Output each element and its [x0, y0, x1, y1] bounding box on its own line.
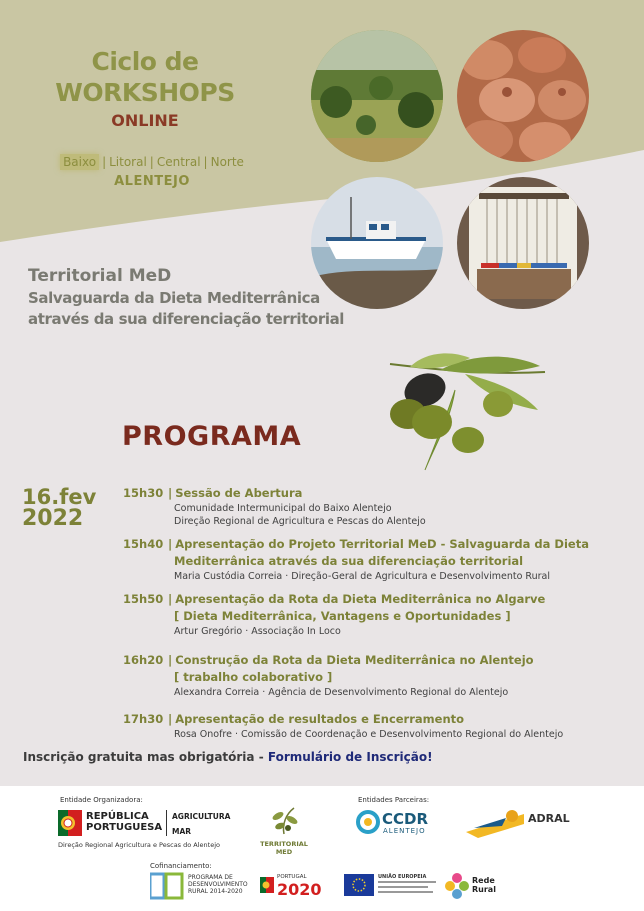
agenda-separator: |	[168, 592, 173, 606]
region-separator: |	[149, 155, 154, 169]
agenda-item	[123, 536, 633, 583]
program-agenda	[123, 485, 633, 749]
agenda-item	[123, 591, 633, 638]
ccdr-label: CCDR	[382, 810, 429, 828]
agenda-detail: Rosa Onofre · Comissão de Coordenação e Desenvolvimento Regional do Alentejo	[174, 729, 564, 740]
region-litoral: Litoral	[109, 155, 147, 169]
agenda-separator: |	[168, 712, 173, 726]
portugal-emblem-icon	[58, 810, 82, 836]
pdr-emblem-icon	[150, 872, 184, 900]
rede-rural-logo	[444, 872, 500, 904]
agenda-time: 15h30	[123, 486, 164, 500]
p2020-label: 2020	[277, 880, 322, 899]
agenda-time: 15h40	[123, 537, 164, 551]
portugal-emblem-icon	[260, 877, 274, 893]
event-year: 2022	[22, 506, 84, 531]
portugal2020-logo	[260, 874, 332, 904]
territorial-med-label: TERRITORIAL MED	[260, 840, 308, 856]
ccdr-alentejo-logo	[356, 810, 436, 840]
agenda-time: 17h30	[123, 712, 164, 726]
agenda-time: 15h50	[123, 592, 164, 606]
loom-photo	[457, 177, 589, 309]
landscape-photo	[311, 30, 443, 162]
project-title: Territorial MeD	[28, 266, 172, 286]
eu-logo	[344, 874, 444, 900]
pottery-photo	[457, 30, 589, 162]
agenda-title-continued: [ trabalho colaborativo ]	[174, 670, 333, 684]
agenda-title-continued: Mediterrânica através da sua diferenciação territorial	[174, 554, 524, 568]
ccdr-sub-label: ALENTEJO	[383, 827, 426, 835]
agenda-separator: |	[168, 486, 173, 500]
region-central: Central	[156, 155, 201, 169]
agenda-title: Apresentação de resultados e Encerramento	[175, 712, 465, 726]
agenda-item	[123, 485, 633, 528]
olive-branch-illustration	[380, 350, 550, 475]
rede-rural-emblem-icon	[444, 872, 470, 900]
eu-label: UNIÃO EUROPEIA	[378, 874, 427, 880]
rede-label: Rede	[472, 876, 495, 885]
agenda-detail: Comunidade Intermunicipal do Baixo Alentejo	[174, 503, 392, 514]
draps-label: Direção Regional Agricultura e Pescas do Alentejo	[58, 841, 221, 849]
partners-label: Entidades Parceiras:	[358, 796, 430, 804]
region-separator: |	[102, 155, 107, 169]
olive-branch-icon	[264, 804, 304, 836]
agenda-title: Construção da Rota da Dieta Mediterrânica no Alentejo	[175, 653, 534, 667]
eu-flag-icon	[344, 874, 374, 896]
registration-form-link[interactable]: Formulário de Inscrição!	[267, 750, 433, 764]
region-baixo: Baixo	[60, 154, 99, 170]
project-subtitle-2: através da sua diferenciação territorial	[28, 310, 345, 328]
agenda-title: Apresentação da Rota da Dieta Mediterrânica no Algarve	[175, 592, 546, 606]
program-heading: PROGRAMA	[122, 421, 302, 452]
republica-line-2: PORTUGUESA	[86, 822, 163, 833]
agenda-separator: |	[168, 537, 173, 551]
organizer-label: Entidade Organizadora:	[60, 796, 143, 804]
title-line-1: Ciclo de	[91, 47, 199, 76]
rural-label: Rural	[472, 885, 496, 894]
agenda-detail: Direção Regional de Agricultura e Pescas do Alentejo	[174, 516, 426, 527]
registration-text: Inscrição gratuita mas obrigatória -	[23, 750, 268, 764]
event-title	[40, 46, 250, 130]
title-line-2: WORKSHOPS	[55, 78, 235, 107]
agenda-item	[123, 711, 633, 741]
agenda-title: Sessão de Abertura	[175, 486, 303, 500]
registration-line	[23, 750, 433, 764]
portugal-label: PORTUGAL	[277, 874, 307, 880]
pdr-line-1: PROGRAMA DE	[188, 874, 233, 881]
pdr2020-logo	[150, 872, 260, 904]
republica-portuguesa-logo	[58, 810, 238, 850]
agenda-title-continued: [ Dieta Mediterrânica, Vantagens e Oportunidades ]	[174, 609, 511, 623]
ccdr-emblem-icon	[356, 810, 380, 834]
title-line-3: ONLINE	[111, 111, 179, 130]
agenda-detail: Alexandra Correia · Agência de Desenvolvimento Regional do Alentejo	[174, 687, 509, 698]
event-day: 16.fev	[22, 485, 97, 509]
agenda-item	[123, 652, 633, 699]
agenda-time: 16h20	[123, 653, 164, 667]
territorial-med-logo	[252, 804, 316, 856]
region-norte: Norte	[210, 155, 244, 169]
pdr-line-3: RURAL 2014-2020	[188, 888, 243, 895]
project-subtitle-1: Salvaguarda da Dieta Mediterrânica	[28, 289, 320, 307]
agenda-title: Apresentação do Projeto Territorial MeD - Salvaguarda da Dieta	[175, 537, 589, 551]
region-separator: |	[203, 155, 208, 169]
cofinance-label: Cofinanciamento:	[150, 862, 212, 870]
mar-label: MAR	[172, 827, 192, 836]
agenda-detail: Artur Gregório · Associação In Loco	[174, 626, 341, 637]
adral-label: ADRAL	[528, 812, 570, 825]
region-name: ALENTEJO	[114, 174, 190, 189]
agenda-separator: |	[168, 653, 173, 667]
agricultura-label: AGRICULTURA	[172, 812, 231, 821]
regions-list	[52, 155, 252, 189]
adral-emblem-icon	[466, 808, 524, 838]
sponsors-footer	[0, 786, 644, 911]
event-date	[22, 486, 96, 530]
project-block	[28, 266, 344, 330]
republica-line-1: REPÚBLICA	[86, 811, 149, 822]
adral-logo	[466, 808, 586, 840]
agenda-detail: Maria Custódia Correia · Direção-Geral de Agricultura e Desenvolvimento Rural	[174, 571, 550, 582]
pdr-line-2: DESENVOLVIMENTO	[188, 881, 248, 888]
